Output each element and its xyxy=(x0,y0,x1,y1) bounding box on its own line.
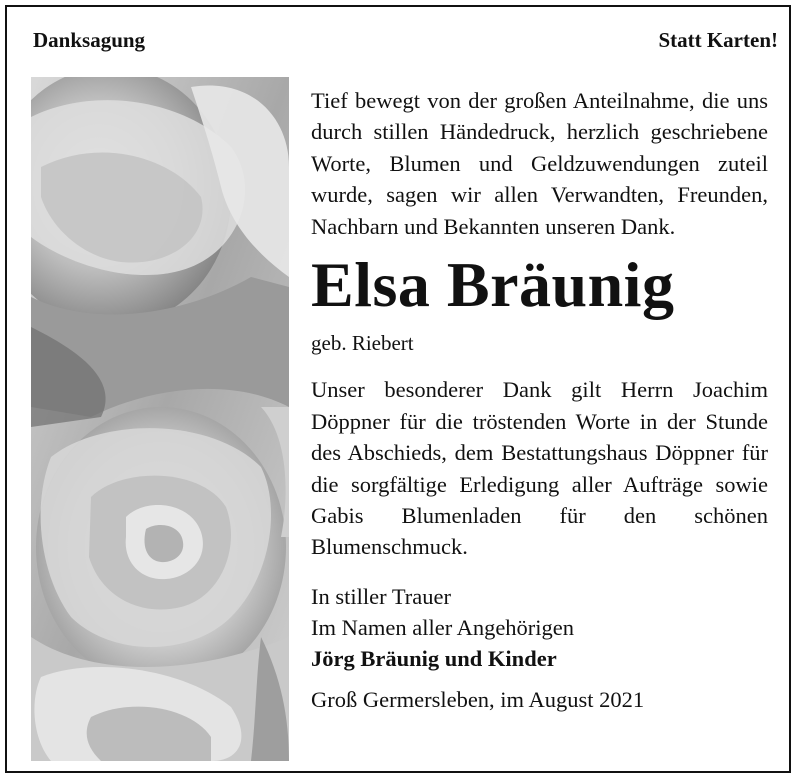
notice-tagline: Statt Karten! xyxy=(658,28,778,52)
roses-photo-icon xyxy=(31,77,289,761)
special-thanks-paragraph: Unser besonderer Dank gilt Herrn Joachim Döppner für die tröstenden Worte in der Stunde des Abschieds, dem Bestattungshaus Döppner für die sorgfältige Erledigung aller Aufträge sowie Gabis Blumenladen für den schönen Blumenschmuck. xyxy=(311,377,768,560)
closing-block xyxy=(311,581,768,715)
signature: Jörg Bräunig und Kinder xyxy=(311,645,557,671)
deceased-name: Elsa Bräunig xyxy=(311,249,675,321)
closing-line: Im Namen aller Angehörigen xyxy=(311,614,575,640)
closing-line: In stiller Trauer xyxy=(311,583,451,609)
intro-paragraph: Tief bewegt von der großen Anteilnahme, die uns durch stillen Händedruck, herzlich geschriebene Worte, Blumen und Geldzuwendungen zuteil wurde, sagen wir allen Verwandten, Freunden, Nachbarn und Bekannten unseren Dank. xyxy=(311,88,768,239)
notice-heading: Danksagung xyxy=(33,28,146,52)
place-date: Groß Germersleben, im August 2021 xyxy=(311,686,645,712)
notice-text-column xyxy=(311,85,768,715)
maiden-name: geb. Riebert xyxy=(311,331,414,356)
